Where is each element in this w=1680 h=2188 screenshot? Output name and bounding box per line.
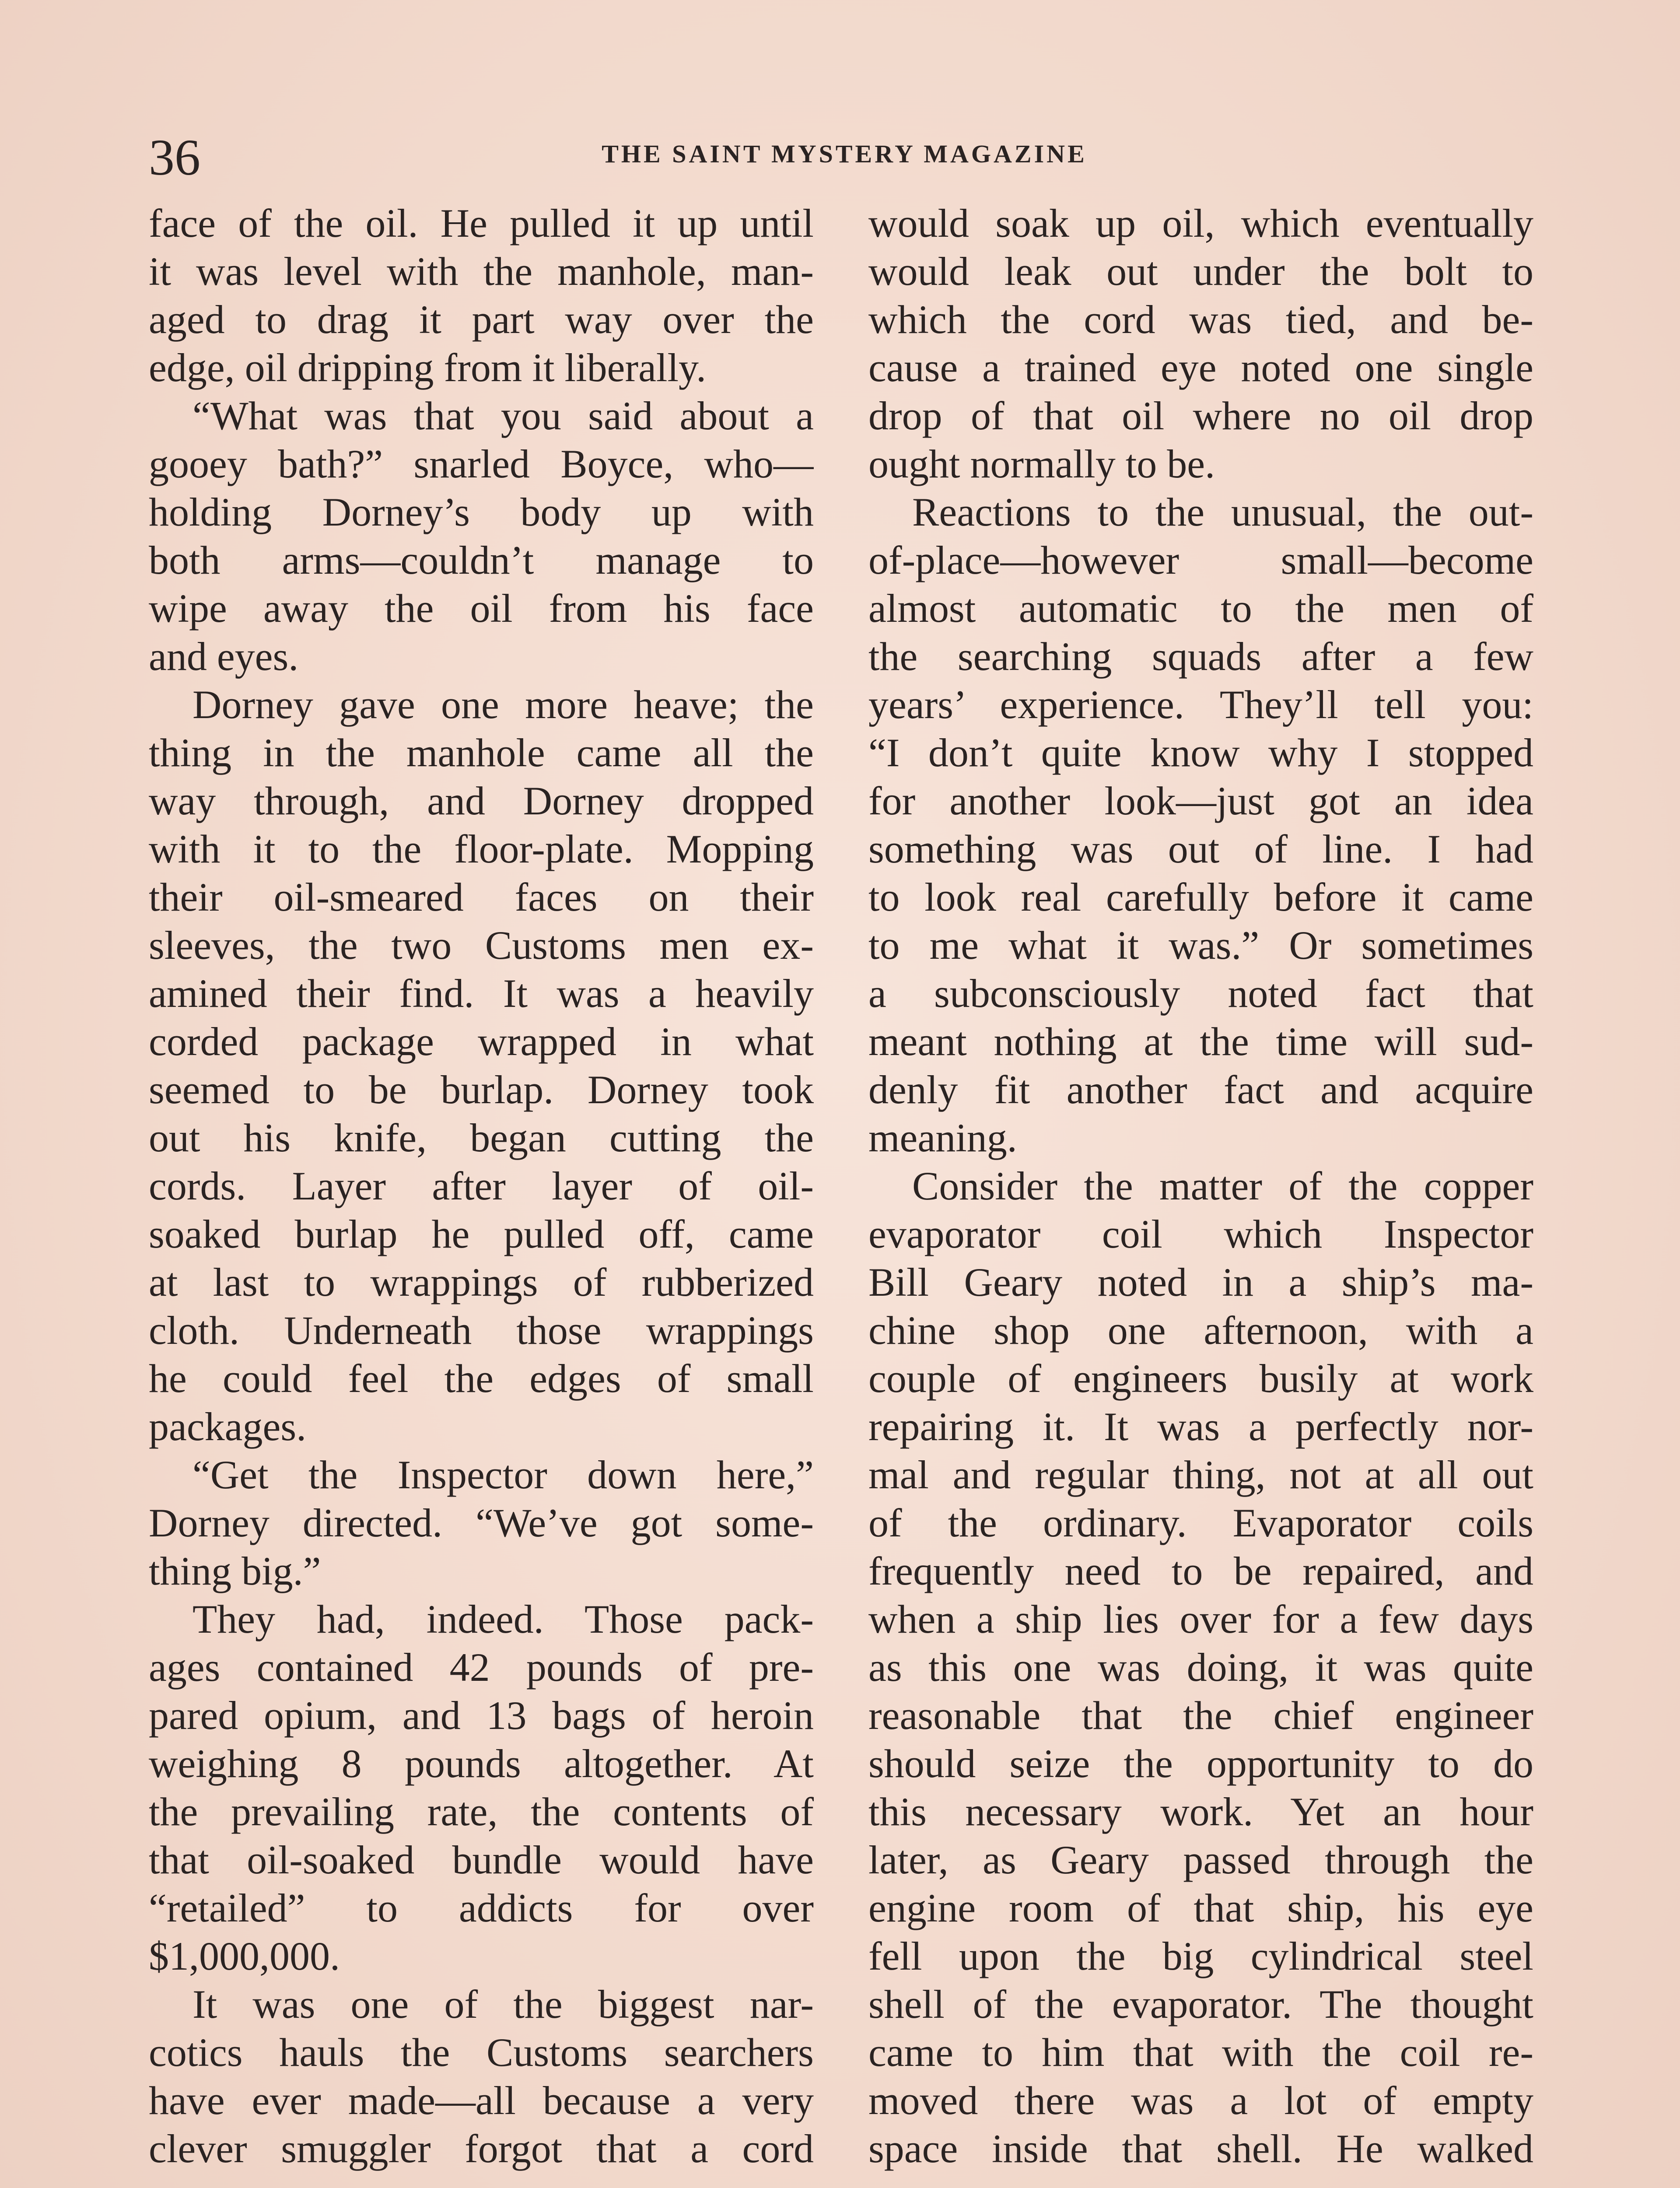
text-line: cotics hauls the Customs searchers [149, 2030, 814, 2075]
text-line: denly fit another fact and acquire [868, 1067, 1533, 1112]
text-line: way through, and Dorney dropped [149, 778, 814, 823]
text-line: which the cord was tied, and be- [868, 297, 1533, 342]
text-line: to me what it was.” Or sometimes [868, 923, 1533, 968]
text-column-right [868, 199, 1533, 2173]
text-line: would soak up oil, which eventually [868, 201, 1533, 245]
text-line: reasonable that the chief engineer [868, 1693, 1533, 1738]
text-line: aged to drag it part way over the [149, 297, 814, 342]
text-line: meaning. [868, 1115, 1017, 1160]
text-line: “I don’t quite know why I stopped [868, 730, 1533, 775]
text-line: cloth. Underneath those wrappings [149, 1308, 814, 1353]
text-line: later, as Geary passed through the [868, 1837, 1533, 1882]
text-line: wipe away the oil from his face [149, 586, 814, 631]
text-line: when a ship lies over for a few days [868, 1597, 1533, 1641]
text-line: meant nothing at the time will sud- [868, 1019, 1533, 1064]
running-title: THE SAINT MYSTERY MAGAZINE [602, 140, 1087, 168]
text-line: and eyes. [149, 634, 299, 679]
text-line: for another look—just got an idea [868, 778, 1533, 823]
text-line: Dorney directed. “We’ve got some- [149, 1501, 814, 1545]
text-line: packages. [149, 1404, 307, 1449]
text-line: “Get the Inspector down here,” [192, 1452, 814, 1497]
text-line: “What was that you said about a [192, 393, 814, 438]
text-line: that oil-soaked bundle would have [149, 1837, 814, 1882]
text-line: sleeves, the two Customs men ex- [149, 923, 814, 968]
text-line: the prevailing rate, the contents of [149, 1789, 814, 1834]
text-line: cords. Layer after layer of oil- [149, 1164, 814, 1208]
text-line: a subconsciously noted fact that [868, 971, 1533, 1016]
text-line: at last to wrappings of rubberized [149, 1260, 814, 1304]
text-line: corded package wrapped in what [149, 1019, 814, 1064]
text-line: Dorney gave one more heave; the [192, 682, 814, 727]
text-line: $1,000,000. [149, 1934, 340, 1978]
text-line: this necessary work. Yet an hour [868, 1789, 1533, 1834]
text-column-left [149, 199, 814, 2173]
text-line: weighing 8 pounds altogether. At [149, 1741, 814, 1786]
page-number: 36 [149, 129, 200, 186]
text-line: shell of the evaporator. The thought [868, 1982, 1533, 2027]
text-line: he could feel the edges of small [149, 1356, 814, 1401]
text-line: it was level with the manhole, man- [149, 249, 814, 294]
text-line: edge, oil dripping from it liberally. [149, 345, 707, 390]
text-line: ages contained 42 pounds of pre- [149, 1645, 814, 1690]
text-line: their oil-smeared faces on their [149, 875, 814, 919]
text-line: “retailed” to addicts for over [149, 1886, 814, 1930]
text-line: came to him that with the coil re- [868, 2030, 1533, 2075]
text-line: have ever made—all because a very [149, 2078, 814, 2123]
text-line: should seize the opportunity to do [868, 1741, 1533, 1786]
text-line: face of the oil. He pulled it up until [149, 201, 814, 245]
text-line: clever smuggler forgot that a cord [149, 2126, 814, 2171]
text-line: soaked burlap he pulled off, came [149, 1212, 814, 1256]
text-line: fell upon the big cylindrical steel [868, 1934, 1533, 1978]
text-line: They had, indeed. Those pack- [192, 1597, 814, 1641]
text-line: pared opium, and 13 bags of heroin [149, 1693, 814, 1738]
text-line: It was one of the biggest nar- [192, 1982, 814, 2027]
text-line: as this one was doing, it was quite [868, 1645, 1533, 1690]
text-line: to look real carefully before it came [868, 875, 1533, 919]
text-line: repairing it. It was a perfectly nor- [868, 1404, 1533, 1449]
text-line: evaporator coil which Inspector [868, 1212, 1533, 1256]
text-line: Reactions to the unusual, the out- [912, 490, 1533, 534]
text-line: frequently need to be repaired, and [868, 1549, 1533, 1593]
text-line: with it to the floor-plate. Mopping [149, 827, 814, 871]
text-line: chine shop one afternoon, with a [868, 1308, 1533, 1353]
text-line: drop of that oil where no oil drop [868, 393, 1533, 438]
text-line: almost automatic to the men of [868, 586, 1533, 631]
text-line: amined their find. It was a heavily [149, 971, 814, 1016]
text-line: both arms—couldn’t manage to [149, 538, 814, 582]
text-line: Bill Geary noted in a ship’s ma- [868, 1260, 1533, 1304]
text-line: space inside that shell. He walked [868, 2126, 1533, 2171]
text-line: would leak out under the bolt to [868, 249, 1533, 294]
text-line: couple of engineers busily at work [868, 1356, 1533, 1401]
text-line: cause a trained eye noted one single [868, 345, 1533, 390]
text-line: thing in the manhole came all the [149, 730, 814, 775]
text-line: seemed to be burlap. Dorney took [149, 1067, 814, 1112]
text-line: years’ experience. They’ll tell you: [868, 682, 1533, 727]
text-line: something was out of line. I had [868, 827, 1533, 871]
page-header [149, 131, 1540, 184]
text-line: moved there was a lot of empty [868, 2078, 1533, 2123]
text-line: mal and regular thing, not at all out [868, 1452, 1533, 1497]
text-line: out his knife, began cutting the [149, 1115, 814, 1160]
text-line: ought normally to be. [868, 442, 1215, 486]
text-line: of-place—however small—become [868, 538, 1533, 582]
text-line: Consider the matter of the copper [912, 1164, 1533, 1208]
text-line: the searching squads after a few [868, 634, 1533, 679]
text-line: engine room of that ship, his eye [868, 1886, 1533, 1930]
text-line: gooey bath?” snarled Boyce, who— [149, 442, 814, 486]
text-line: holding Dorney’s body up with [149, 490, 814, 534]
text-line: thing big.” [149, 1549, 321, 1593]
text-line: of the ordinary. Evaporator coils [868, 1501, 1533, 1545]
